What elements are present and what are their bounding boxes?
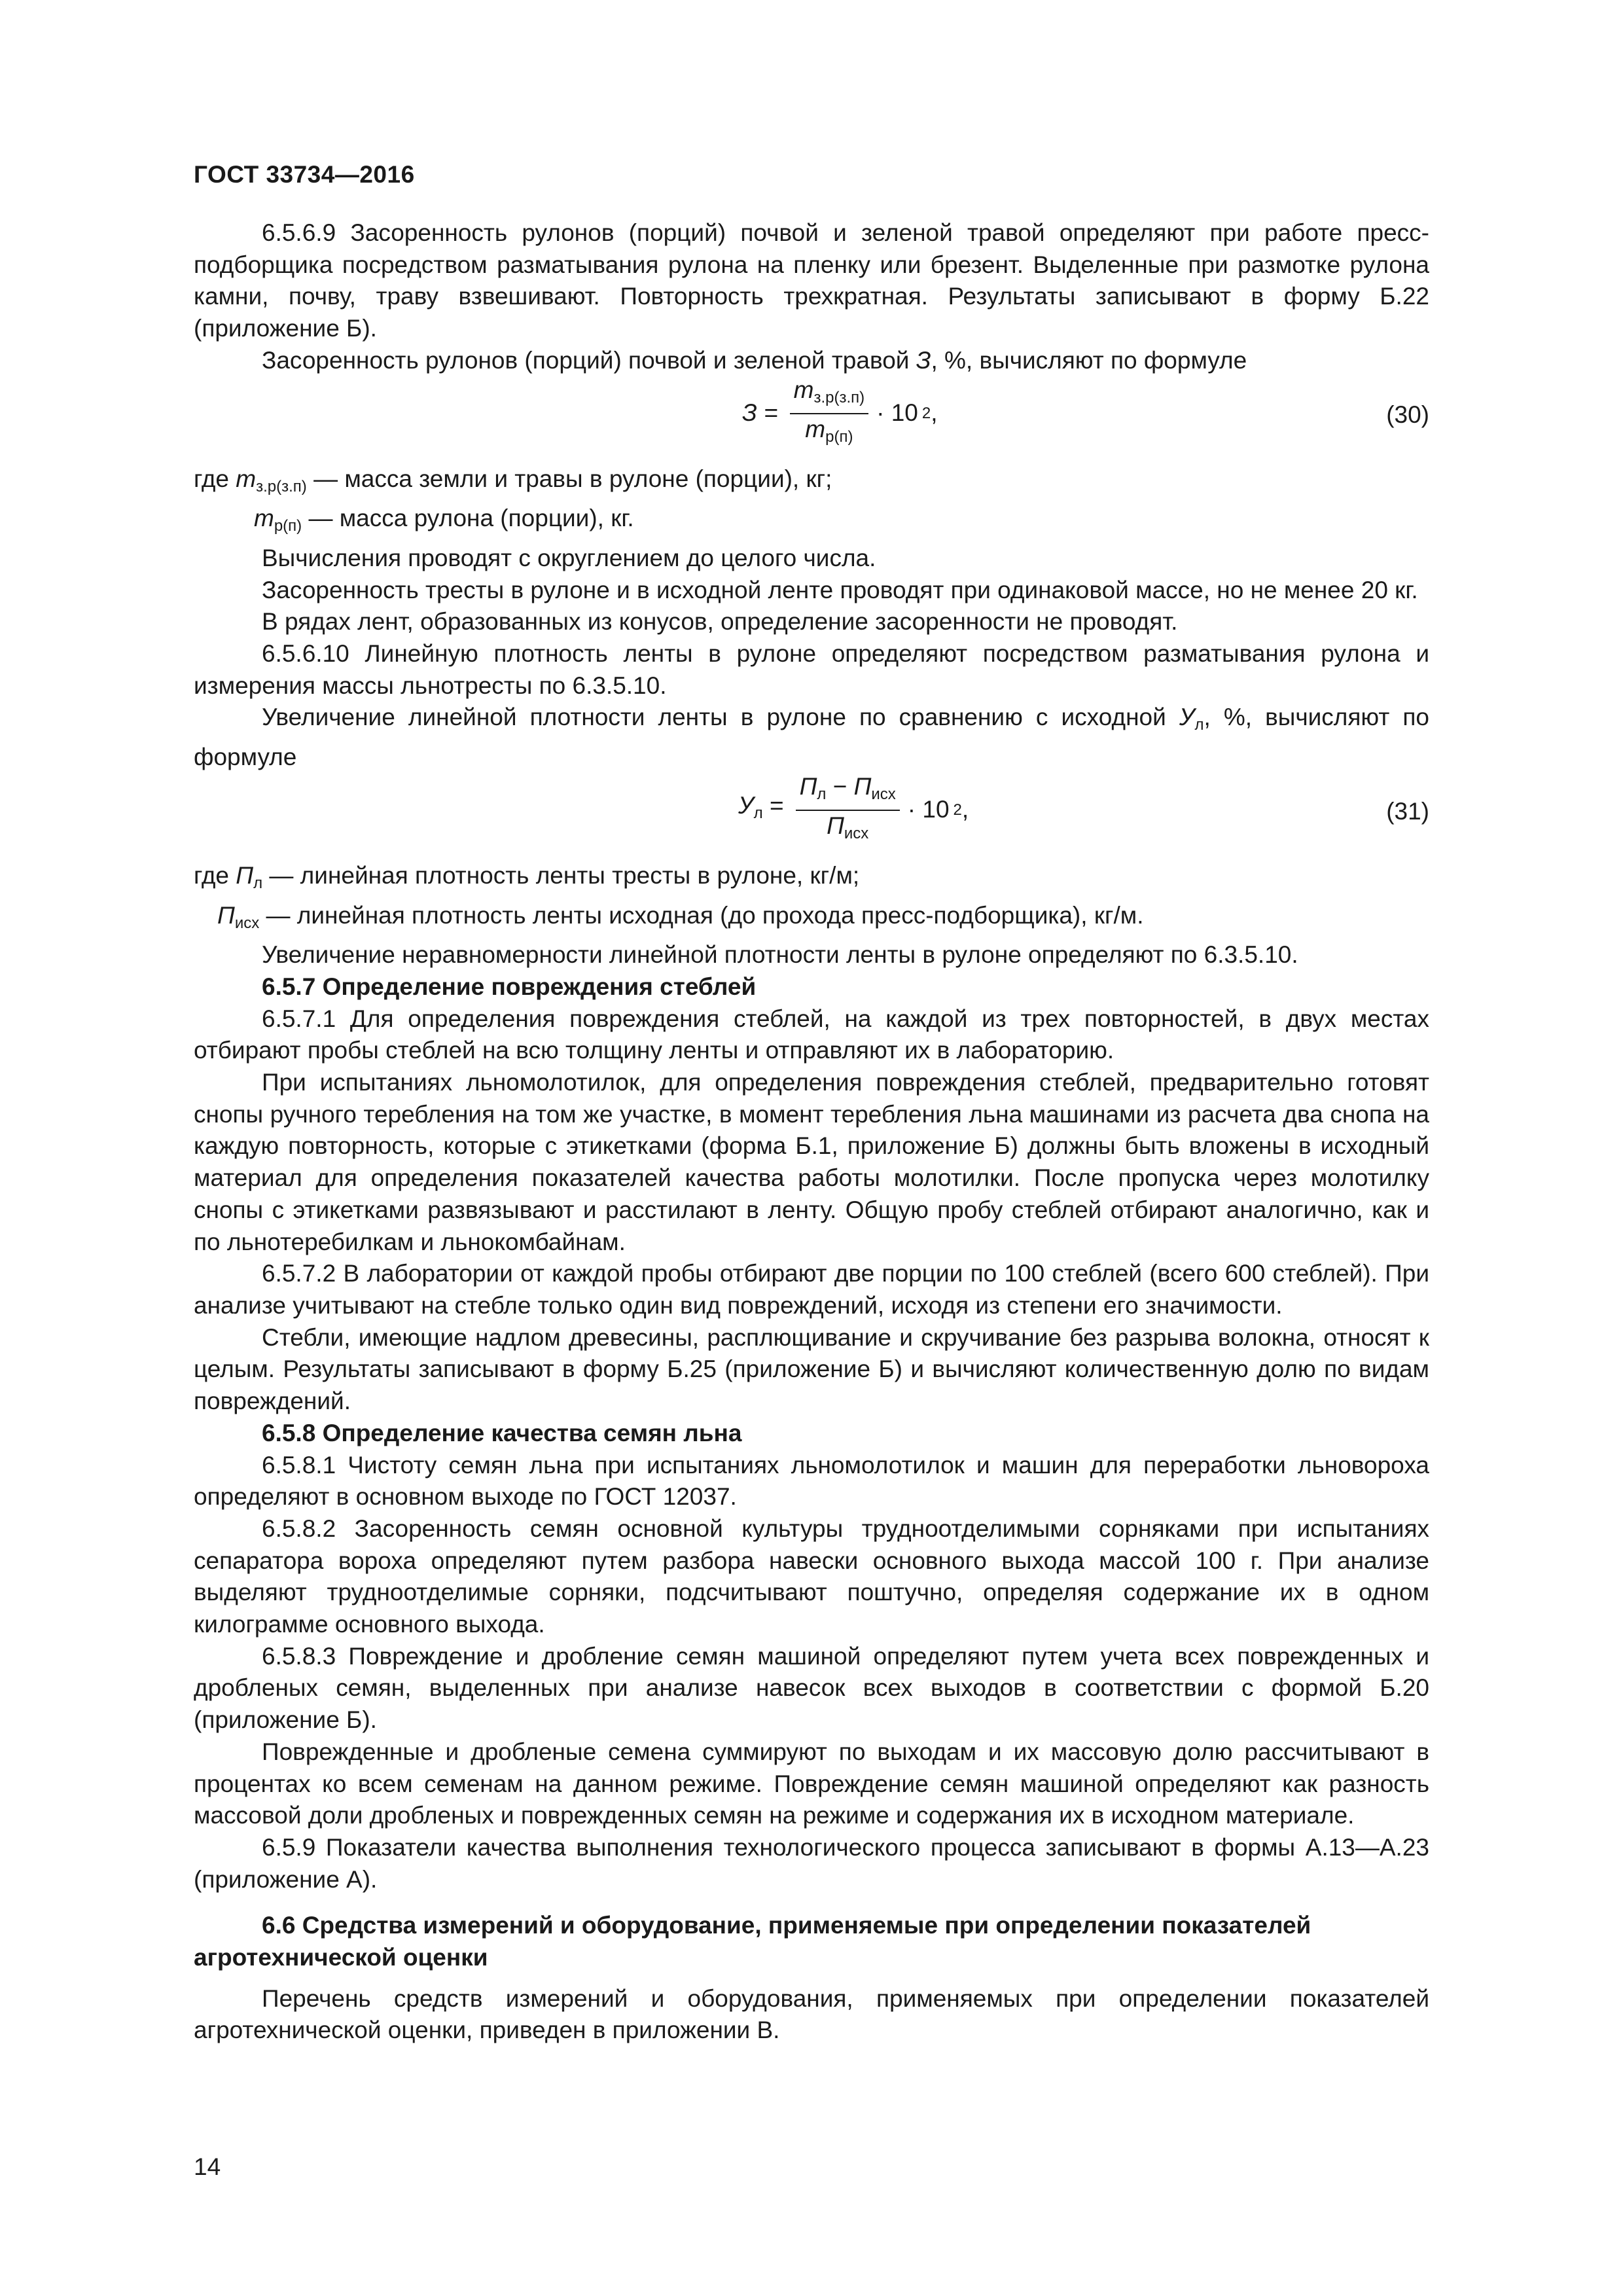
paragraph-formula-31-intro (194, 702, 1429, 773)
formula-30-numerator (790, 375, 869, 414)
intro-text: Засоренность рулонов (порций) почвой и зеленой травой (262, 346, 910, 374)
num-b-sub: исх (871, 785, 896, 803)
where-var: m (236, 465, 257, 492)
paragraph-6-5-6-10: 6.5.6.10 Линейную плотность ленты в рулоне определяют посредством разматывания рулона и измерения массы льнотресты по 6.3.5.10. (194, 640, 1429, 699)
lhs-sub: л (753, 804, 763, 823)
formula-30-comma: , (931, 399, 938, 427)
num-a: П (799, 772, 817, 800)
paragraph-tresta: Засоренность тресты в рулоне и в исходной ленте проводят при одинаковой массе, но не менее 20 кг. (262, 576, 1418, 603)
where-def: — линейная плотность ленты тресты в рулоне, кг/м; (269, 861, 860, 889)
den-sub: исх (844, 824, 869, 842)
where-sub: исх (234, 914, 260, 932)
formula-30-multiplier: · 10 (876, 399, 918, 427)
document-header: ГОСТ 33734—2016 (194, 161, 415, 188)
formula-31-fraction (796, 772, 900, 849)
den-sub: р(п) (825, 427, 853, 446)
intro-text: Увеличение линейной плотности ленты в рулоне по сравнению с исходной (262, 704, 1166, 731)
paragraph-unevenness: Увеличение неравномерности линейной плотности ленты в рулоне определяют по 6.3.5.10. (262, 941, 1298, 969)
paragraph-rounding: Вычисления проводят с округлением до целого числа. (262, 544, 876, 571)
paragraph-6-5-7-1: 6.5.7.1 Для определения повреждения стеблей, на каждой из трех повторностей, в двух местах отбирают пробы стеблей на всю толщину ленты и отправляют их в лабораторию. (194, 1005, 1429, 1064)
formula-30-denominator (801, 414, 857, 452)
where-30-line-1 (194, 463, 1429, 503)
where-sub: з.р(з.п) (256, 477, 307, 495)
paragraph-6-5-8-3: 6.5.8.3 Повреждение и дробление семян машиной определяют путем учета всех поврежденных и дробленых семян, выделенных при анализе навесок всех выходов в соответствии с формой Б.20 (приложение Б). (194, 1642, 1429, 1734)
heading-6-5-7: 6.5.7 Определение повреждения стеблей (262, 973, 757, 1000)
formula-31-numerator (796, 772, 900, 811)
where-var: П (217, 901, 235, 929)
num-b: П (853, 772, 872, 800)
paragraph-cones: В рядах лент, образованных из конусов, определение засоренности не проводят. (262, 608, 1178, 636)
formula-31-number: (31) (1386, 797, 1429, 825)
formula-31-denominator (823, 811, 872, 849)
where-31-line-1 (194, 860, 1429, 900)
paragraph-6-5-9: 6.5.9 Показатели качества выполнения технологического процесса записывают в формы А.13—А.23 (приложение А). (194, 1833, 1429, 1893)
paragraph-6-5-7-2: 6.5.7.2 В лаборатории от каждой пробы отбирают две порции по 100 стеблей (всего 600 стеблей). При анализе учитывают на стебле только один вид повреждений, исходя из степени его значимости. (194, 1260, 1429, 1319)
page-number: 14 (194, 2153, 221, 2180)
paragraph-6-6: Перечень средств измерений и оборудования, применяемых при определении показателей агротехнической оценки, приведен в приложении В. (194, 1984, 1429, 2044)
formula-30-lhs: З = (742, 399, 778, 427)
formula-30-math: З = $\frac{m_{з.р(з.п)}}{m_{р(п)}}$ · 10 2 , (742, 381, 938, 446)
paragraph-stems: Стебли, имеющие надлом древесины, расплющивание и скручивание без разрыва волокна, относят к целым. Результаты записывают в форму Б.25 (приложение Б) и вычисляют количественную долю по видам повреждений. (194, 1323, 1429, 1415)
paragraph-threshers: При испытаниях льномолотилок, для определения повреждения стеблей, предварительно готовят снопы ручного теребления на том же участке, в момент теребления льна машинами из расчета два снопа на каждую повторность, которые с этикетками (форма Б.1, приложение Б) должны быть вложены в исходный материал для определения показателей качества работы молотилки. После пропуска через молотилку снопы с этикетками развязывают и расстилают в ленту. Общую пробу стеблей отбирают аналогично, как и по льнотеребилкам и льнокомбайнам. (194, 1069, 1429, 1255)
where-word: где (194, 465, 230, 492)
num-minus: − (832, 772, 847, 800)
where-var: m (254, 505, 274, 532)
where-def: — линейная плотность ленты исходная (до прохода пресс-подборщика), кг/м. (266, 901, 1144, 929)
where-def: — масса земли и травы в рулоне (порции), кг; (313, 465, 832, 492)
where-30-line-2 (194, 503, 1429, 543)
where-sub: р(п) (274, 517, 302, 535)
formula-31-math: $У_л$ = $\frac{П_л - П_{исх}}{П_{исх}}$ · 10 2 , (738, 778, 969, 843)
formula-30-number: (30) (1386, 401, 1429, 428)
where-def: — масса рулона (порции), кг. (308, 505, 634, 532)
formula-31 (194, 772, 1429, 851)
num-sub: з.р(з.п) (813, 388, 865, 406)
heading-6-5-8: 6.5.8 Определение качества семян льна (262, 1419, 742, 1446)
num-var: m (793, 376, 814, 403)
num-a-sub: л (817, 785, 827, 803)
var-z: З (916, 346, 931, 374)
formula-30-fraction (790, 375, 869, 452)
formula-31-multiplier: · 10 (907, 796, 950, 823)
formula-31-comma: , (961, 796, 969, 823)
where-31-line-2 (194, 900, 1429, 940)
lhs-var: У (738, 792, 754, 819)
formula-31-lhs (738, 790, 784, 830)
where-var: П (236, 861, 254, 889)
den-var: m (805, 415, 826, 442)
heading-6-6: 6.6 Средства измерений и оборудование, применяемые при определении показателей агротехнической оценки (194, 1912, 1311, 1971)
paragraph-6-5-8-1: 6.5.8.1 Чистоту семян льна при испытаниях льномолотилок и машин для переработки льновороха определяют в основном выходе по ГОСТ 12037. (194, 1451, 1429, 1511)
document-body (194, 217, 1429, 2047)
where-word: где (194, 861, 230, 889)
intro-tail: , %, вычисляют по формуле (931, 346, 1247, 374)
intro-tail: , %, вычисляют по формуле (194, 704, 1429, 771)
where-sub: л (253, 874, 263, 892)
paragraph-6-5-8-2: 6.5.8.2 Засоренность семян основной культуры трудноотделимыми сорняками при испытаниях сепаратора вороха определяют путем разбора навески основного выхода массой 100 г. При анализе выделяют трудноотделимые сорняки, подсчитывают поштучно, определяя содержание их в одном килограмме основного выхода. (194, 1515, 1429, 1638)
lhs-eq: = (769, 792, 784, 819)
var-u-sub: л (1194, 716, 1204, 734)
den-var: П (827, 812, 844, 839)
var-u: У (1179, 704, 1195, 731)
paragraph-seeds: Поврежденные и дробленые семена суммируют по выходам и их массовую долю рассчитывают в процентах ко всем семенам на данном режиме. Повреждение семян машиной определяют как разность массовой доли дробленых и поврежденных семян на режиме и содержания их в исходном материале. (194, 1738, 1429, 1829)
paragraph-6-5-6-9: 6.5.6.9 Засоренность рулонов (порций) почвой и зеленой травой определяют при работе пресс-подборщика посредством разматывания рулона на пленку или брезент. Выделенные при размотке рулона камни, почву, траву взвешивают. Повторность трехкратная. Результаты записывают в форму Б.22 (приложение Б). (194, 219, 1429, 342)
paragraph-formula-30-intro (194, 345, 1429, 377)
formula-30 (194, 376, 1429, 454)
